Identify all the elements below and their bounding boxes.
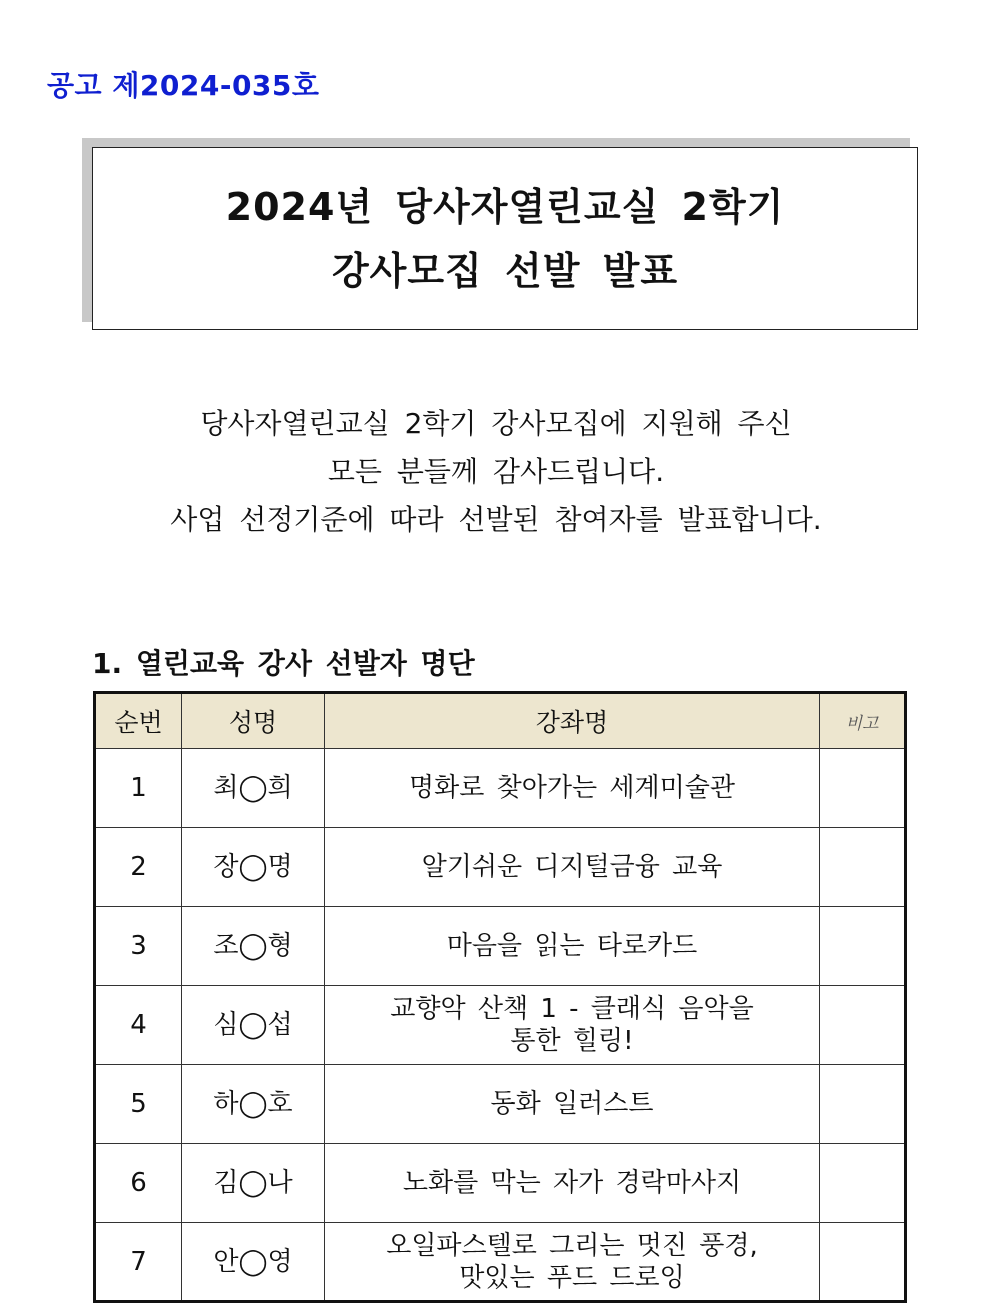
cell-no: 2 xyxy=(95,828,182,907)
cell-note xyxy=(820,1223,906,1302)
table-row xyxy=(95,1223,906,1302)
cell-name: 하◯호 xyxy=(182,1065,325,1144)
cell-course xyxy=(325,1223,820,1302)
header-name: 성명 xyxy=(182,693,325,749)
cell-course xyxy=(325,828,820,907)
table-header-row xyxy=(95,693,906,749)
table-body xyxy=(95,749,906,1302)
table-row xyxy=(95,986,906,1065)
cell-name: 김◯나 xyxy=(182,1144,325,1223)
cell-note xyxy=(820,1144,906,1223)
title-line-2: 강사모집 선발 발표 xyxy=(331,248,679,293)
table-row xyxy=(95,1144,906,1223)
intro-line-1: 당사자열린교실 2학기 강사모집에 지원해 주신 xyxy=(200,407,792,440)
title-line-1: 2024년 당사자열린교실 2학기 xyxy=(225,184,785,229)
course-line-1: 알기쉬운 디지털금융 교육 xyxy=(421,852,723,882)
course-line-1: 명화로 찾아가는 세계미술관 xyxy=(409,773,735,803)
course-line-1: 교향악 산책 1 - 클래식 음악을 xyxy=(390,994,754,1024)
course-line-1: 오일파스텔로 그리는 멋진 풍경, xyxy=(386,1230,758,1261)
cell-name: 심◯섭 xyxy=(182,986,325,1065)
cell-course xyxy=(325,749,820,828)
cell-course xyxy=(325,986,820,1065)
cell-note xyxy=(820,749,906,828)
intro-text xyxy=(0,400,992,544)
intro-line-3: 사업 선정기준에 따라 선발된 참여자를 발표합니다. xyxy=(170,503,822,536)
course-line-2: 통한 힐링! xyxy=(510,1026,634,1056)
section-heading: 1. 열린교육 강사 선발자 명단 xyxy=(92,647,475,680)
cell-name: 장◯명 xyxy=(182,828,325,907)
course-line-1: 노화를 막는 자가 경락마사지 xyxy=(402,1168,742,1198)
table-row xyxy=(95,1065,906,1144)
table-row xyxy=(95,907,906,986)
cell-no: 5 xyxy=(95,1065,182,1144)
intro-line-2: 모든 분들께 감사드립니다. xyxy=(327,455,665,488)
cell-course xyxy=(325,1065,820,1144)
header-course: 강좌명 xyxy=(325,693,820,749)
cell-name: 조◯형 xyxy=(182,907,325,986)
table-row xyxy=(95,749,906,828)
cell-course xyxy=(325,907,820,986)
cell-note xyxy=(820,828,906,907)
cell-note xyxy=(820,1065,906,1144)
cell-name: 안◯영 xyxy=(182,1223,325,1302)
cell-no: 7 xyxy=(95,1223,182,1302)
cell-course xyxy=(325,1144,820,1223)
table-row xyxy=(95,828,906,907)
cell-note xyxy=(820,907,906,986)
cell-name: 최◯희 xyxy=(182,749,325,828)
title-box xyxy=(92,147,918,330)
course-line-1: 동화 일러스트 xyxy=(490,1089,654,1119)
header-no: 순번 xyxy=(95,693,182,749)
notice-number: 공고 제2024-035호 xyxy=(47,69,320,102)
cell-no: 4 xyxy=(95,986,182,1065)
cell-note xyxy=(820,986,906,1065)
course-line-2: 맛있는 푸드 드로잉 xyxy=(459,1262,685,1293)
header-note: 비고 xyxy=(820,693,906,749)
cell-no: 3 xyxy=(95,907,182,986)
cell-no: 6 xyxy=(95,1144,182,1223)
course-line-1: 마음을 읽는 타로카드 xyxy=(446,931,698,961)
cell-no: 1 xyxy=(95,749,182,828)
selected-instructors-table xyxy=(93,691,907,1303)
